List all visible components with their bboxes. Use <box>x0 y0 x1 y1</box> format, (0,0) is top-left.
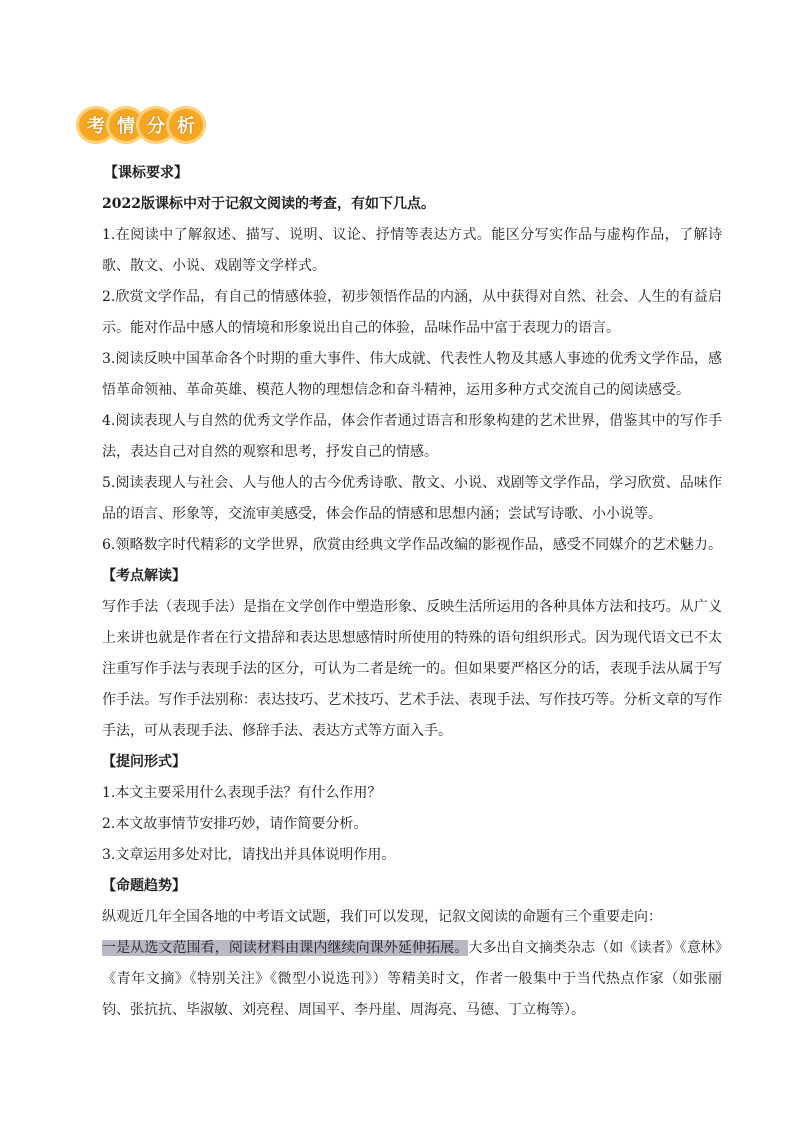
curriculum-item: 1.在阅读中了解叙述、描写、说明、议论、抒情等表达方式。能区分写实作品与虚构作品，了解诗歌、散文、小说、戏剧等文学样式。 <box>102 227 722 274</box>
curriculum-item: 2.欣赏文学作品，有自己的情感体验，初步领悟作品的内涵，从中获得对自然、社会、人生的有益启示。能对作品中感人的情境和形象说出自己的体验，品味作品中富于表现力的语言。 <box>102 289 722 336</box>
exam-analysis-badge <box>76 104 206 146</box>
badge-char: 析 <box>177 116 195 137</box>
trends-paragraph <box>102 933 722 1026</box>
curriculum-item: 6.领略数字时代精彩的文学世界，欣赏由经典文学作品改编的影视作品，感受不同媒介的艺术魅力。 <box>102 537 722 553</box>
keypoints-text: 写作手法（表现手法）是指在文学创作中塑造形象、反映生活所运用的各种具体方法和技巧。从广义上来讲也就是作者在行文措辞和表达思想感情时所使用的特殊的语句组织形式。因为现代语文已不太注重写作手法与表现手法的区分，可认为二者是统一的。但如果要严格区分的话，表现手法从属于写作手法。写作手法别称：表达技巧、艺术技巧、艺术手法、表现手法、写作技巧等。分析文章的写作手法，可从表现手法、修辞手法、表达方式等方面入手。 <box>102 599 722 739</box>
curriculum-item: 3.阅读反映中国革命各个时期的重大事件、伟大成就、代表性人物及其感人事迹的优秀文学作品，感悟革命领袖、革命英雄、模范人物的理想信念和奋斗精神，运用多种方式交流自己的阅读感受。 <box>102 351 722 398</box>
section-heading-questions: 【提问形式】 <box>102 754 186 770</box>
highlighted-text: 一是从选文范围看，阅读材料由课内继续向课外延伸拓展。 <box>102 940 469 956</box>
curriculum-item: 5.阅读表现人与社会、人与他人的古今优秀诗歌、散文、小说、戏剧等文学作品，学习欣赏、品味作品的语言、形象等，交流审美感受，体会作品的情感和思想内涵；尝试写诗歌、小小说等。 <box>102 475 722 522</box>
trends-intro: 纵观近几年全国各地的中考语文试题，我们可以发现，记叙文阅读的命题有三个重要走向： <box>102 909 662 925</box>
trends-rest: 大多出自文摘类杂志（如《读者》《意林》《青年文摘》《特别关注》《微型小说选刊》）等精美时文，作者一般集中于当代热点作家（如张丽钧、张抗抗、毕淑敏、刘亮程、周国平、李丹崖、周海亮、马德、丁立梅等）。 <box>102 940 723 1018</box>
section-heading-keypoints: 【考点解读】 <box>102 568 186 584</box>
question-item: 2.本文故事情节安排巧妙，请作简要分析。 <box>102 816 368 832</box>
badge-char: 分 <box>147 116 165 137</box>
badge-char: 情 <box>117 116 135 137</box>
section-heading-curriculum: 【课标要求】 <box>104 165 188 181</box>
question-item: 1.本文主要采用什么表现手法？有什么作用？ <box>102 785 382 801</box>
question-item: 3.文章运用多处对比，请找出并具体说明作用。 <box>102 847 396 863</box>
document-body <box>102 158 722 1026</box>
curriculum-item: 4.阅读表现人与自然的优秀文学作品，体会作者通过语言和形象构建的艺术世界，借鉴其中的写作手法，表达自己对自然的观察和思考，抒发自己的情感。 <box>102 413 722 460</box>
section-heading-trends: 【命题趋势】 <box>102 878 186 894</box>
badge-char: 考 <box>87 116 105 137</box>
curriculum-item-with-heading <box>102 530 722 592</box>
curriculum-intro: 2022版课标中对于记叙文阅读的考查，有如下几点。 <box>102 196 435 212</box>
